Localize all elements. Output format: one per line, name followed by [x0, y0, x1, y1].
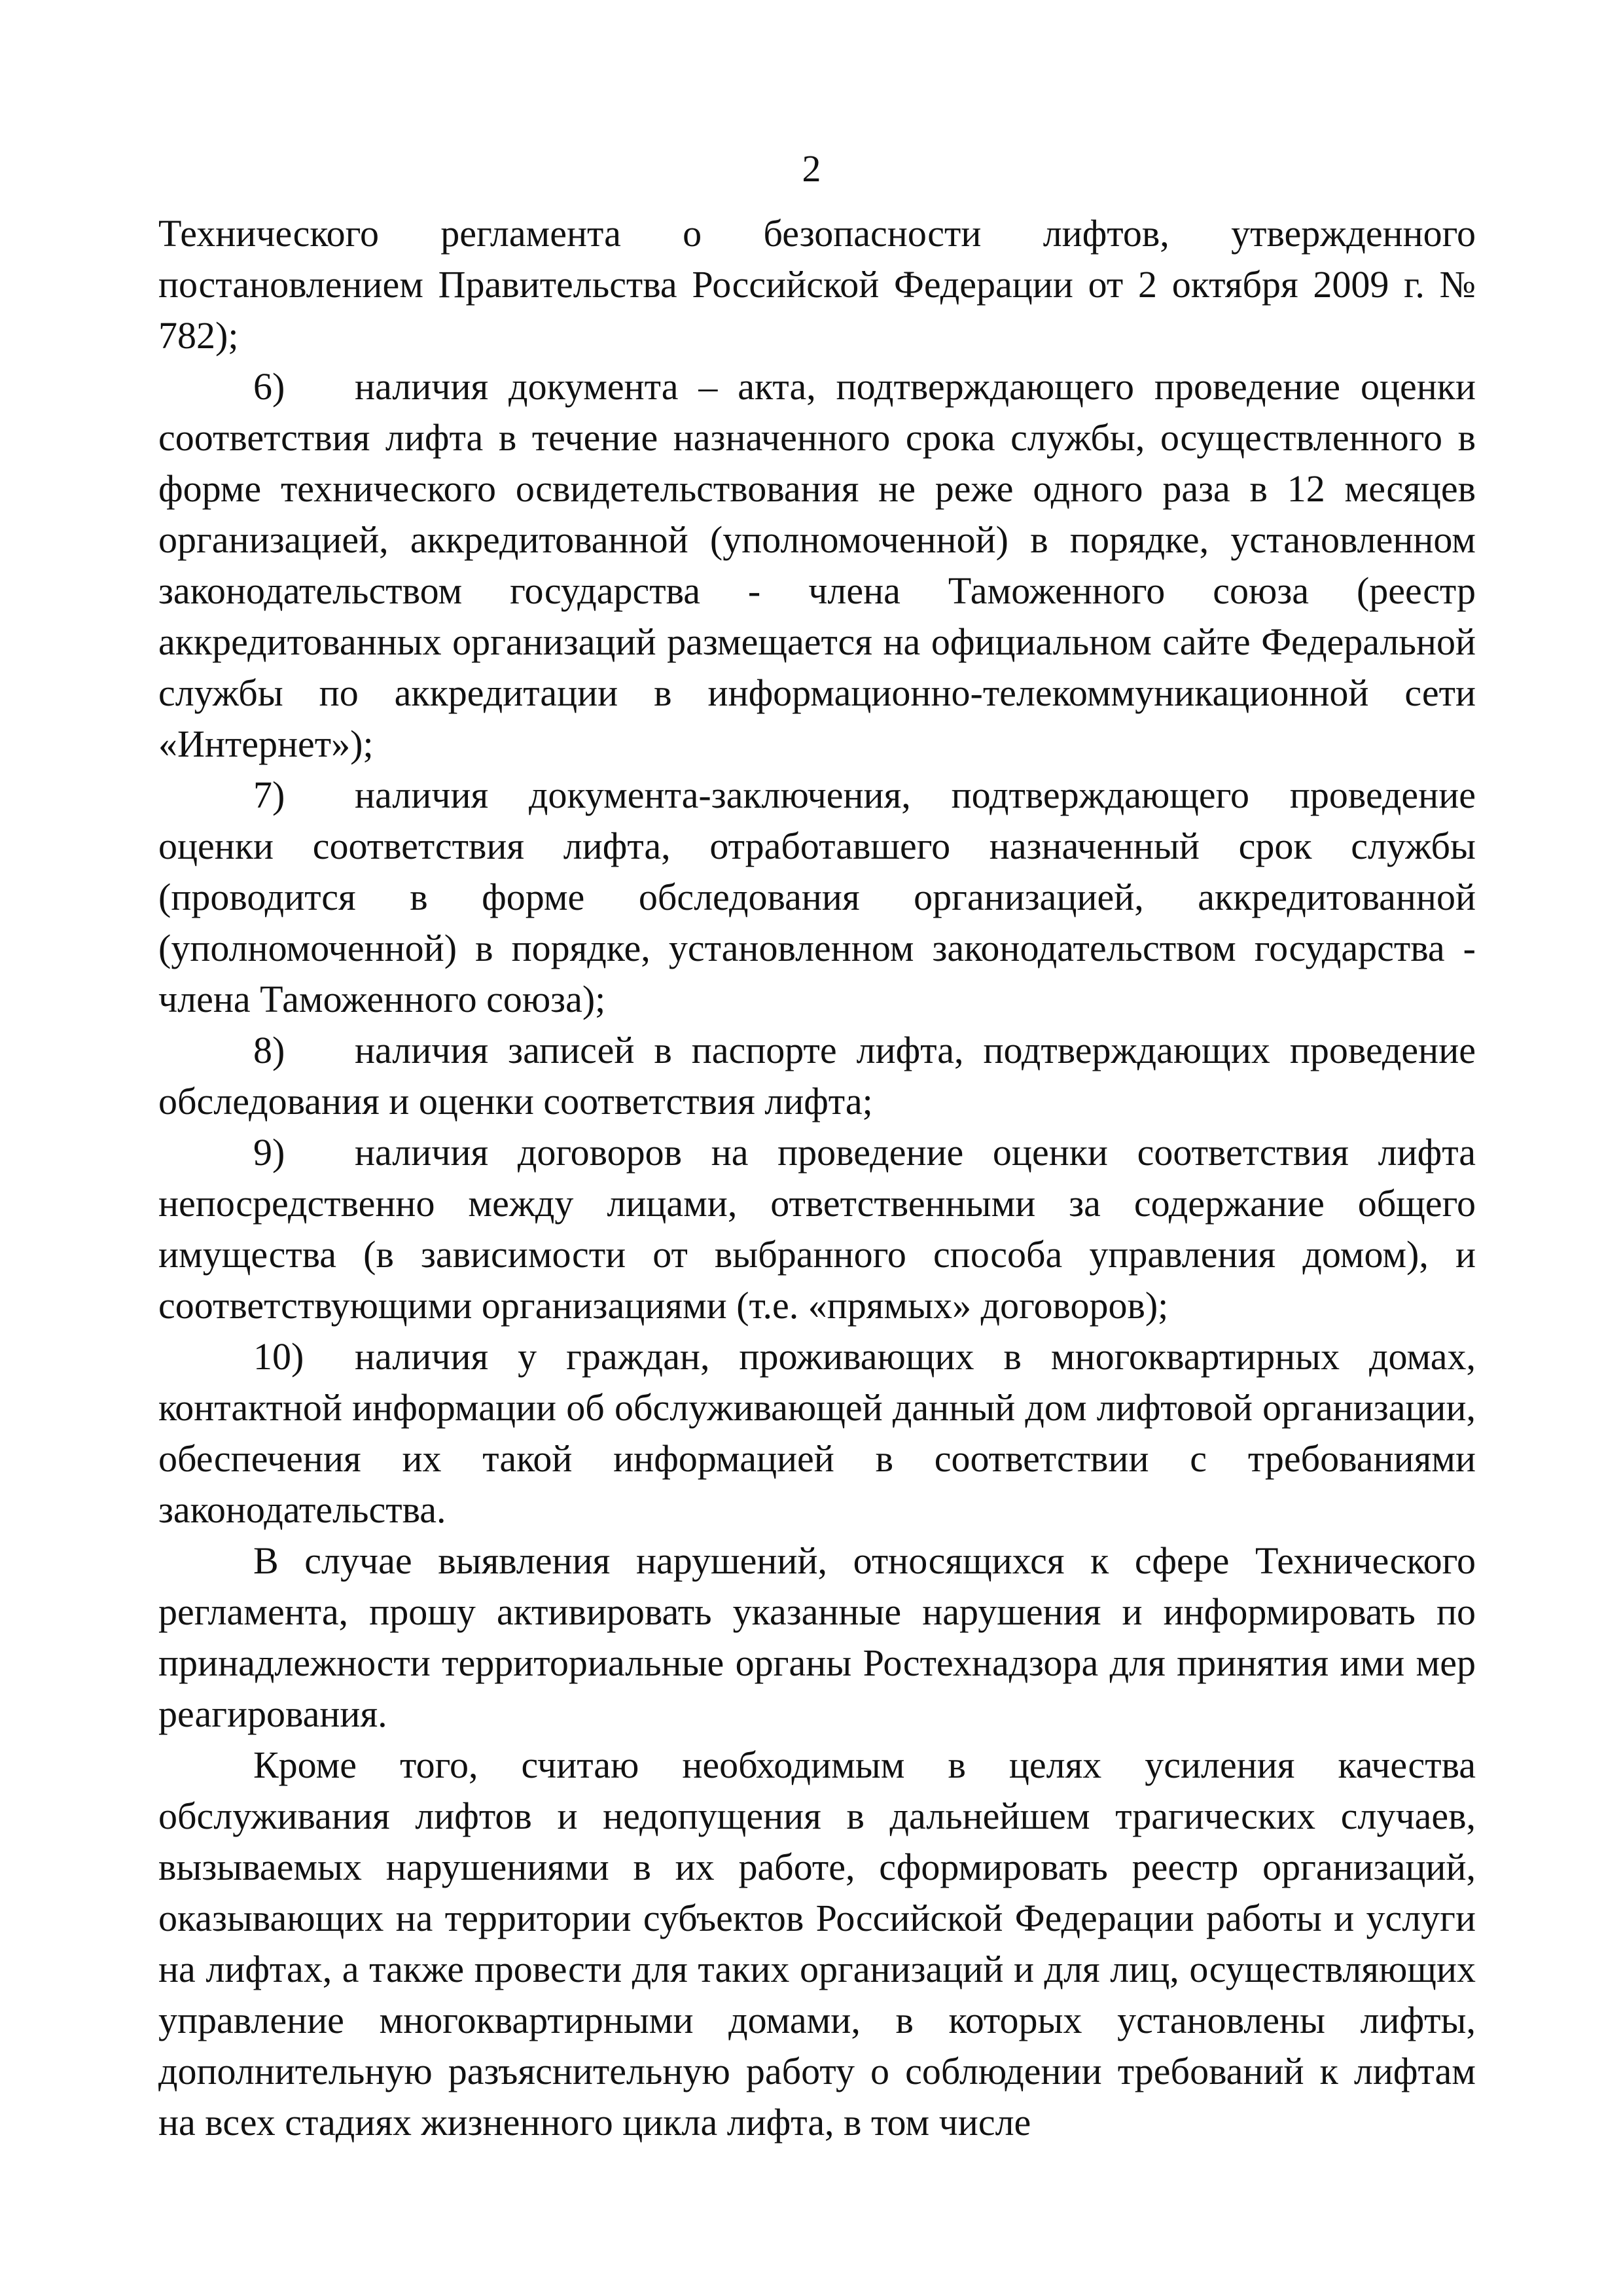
paragraph-continuation: Технического регламента о безопасности лифтов, утвержденного постановлением Правительства Российской Федерации от 2 октября 2009 г. № 782);	[158, 212, 1476, 357]
list-item-text: наличия документа – акта, подтверждающего проведение оценки соответствия лифта в течение назначенного срока службы, осуществленного в форме технического освидетельствования не реже одного раза в 12 месяцев организацией, аккредитованной (уполномоченной) в порядке, установленном законодательством государства - члена Таможенного союза (реестр аккредитованных организаций размещается на официальном сайте Федеральной службы по аккредитации в информационно-телекоммуникационной сети «Интернет»);	[158, 365, 1476, 765]
list-item-7	[158, 770, 1476, 1025]
list-item-6	[158, 361, 1476, 770]
list-item-text: наличия записей в паспорте лифта, подтверждающих проведение обследования и оценки соответствия лифта;	[158, 1029, 1476, 1122]
list-item-number: 10)	[253, 1335, 304, 1378]
list-item-text: наличия документа-заключения, подтверждающего проведение оценки соответствия лифта, отработавшего назначенный срок службы (проводится в форме обследования организацией, аккредитованной (уполномоченной) в порядке, установленном законодательством государства - члена Таможенного союза);	[158, 774, 1476, 1020]
document-body	[158, 208, 1476, 2148]
page-number: 2	[802, 147, 821, 190]
list-item-number: 7)	[253, 774, 285, 816]
paragraph-violations: В случае выявления нарушений, относящихся к сфере Технического регламента, прошу активировать указанные нарушения и информировать по принадлежности территориальные органы Ростехнадзора для принятия ими мер реагирования.	[158, 1539, 1476, 1735]
list-item-8	[158, 1025, 1476, 1127]
paragraph-registry: Кроме того, считаю необходимым в целях усиления качества обслуживания лифтов и недопущения в дальнейшем трагических случаев, вызываемых нарушениями в их работе, сформировать реестр организаций, оказывающих на территории субъектов Российской Федерации работы и услуги на лифтах, а также провести для таких организаций и для лиц, осуществляющих управление многоквартирными домами, в которых установлены лифты, дополнительную разъяснительную работу о соблюдении требований к лифтам на всех стадиях жизненного цикла лифта, в том числе	[158, 1744, 1476, 2144]
list-item-10	[158, 1331, 1476, 1535]
list-item-text: наличия у граждан, проживающих в многоквартирных домах, контактной информации об обслуживающей данный дом лифтовой организации, обеспечения их такой информацией в соответствии с требованиями законодательства.	[158, 1335, 1476, 1531]
list-item-number: 6)	[253, 365, 285, 408]
list-item-text: наличия договоров на проведение оценки соответствия лифта непосредственно между лицами, ответственными за содержание общего имущества (в зависимости от выбранного способа управления домом), и соответствующими организациями (т.е. «прямых» договоров);	[158, 1131, 1476, 1327]
list-item-number: 8)	[253, 1029, 285, 1071]
list-item-9	[158, 1127, 1476, 1331]
list-item-number: 9)	[253, 1131, 285, 1174]
